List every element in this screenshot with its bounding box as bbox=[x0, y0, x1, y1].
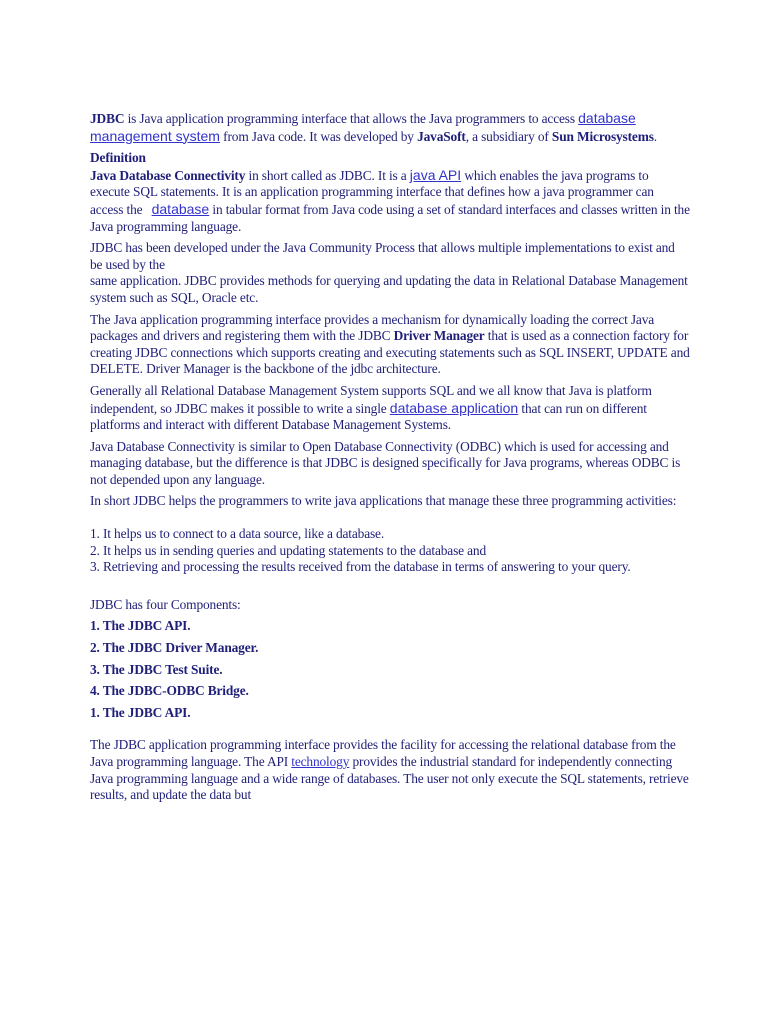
heading-text: Definition bbox=[90, 150, 146, 166]
link-database-application[interactable]: database application bbox=[389, 399, 519, 416]
activities-list bbox=[90, 526, 690, 576]
bold-term: JDBC bbox=[90, 111, 125, 126]
component-label: 1. The JDBC API. bbox=[90, 618, 191, 634]
text-run: JDBC has been developed under the Java Community Process that allows multiple implementations to exist and be used by the bbox=[90, 240, 675, 272]
intro-paragraph bbox=[90, 110, 690, 145]
text-run: that can run on different platforms and interact with different Database Management Systems. bbox=[90, 400, 647, 433]
text-run: The Java application programming interface provides a mechanism for dynamically loading the correct Java packages and drivers and registering them with the JDBC bbox=[90, 311, 655, 344]
list-item bbox=[90, 662, 690, 679]
bold-term: JavaSoft bbox=[417, 128, 466, 144]
section-heading bbox=[90, 705, 690, 722]
list-item bbox=[90, 640, 690, 657]
text-run: is Java application programming interface that allows the Java programmers to access bbox=[124, 111, 579, 126]
jcp-paragraph bbox=[90, 240, 690, 306]
list-item: 3. Retrieving and processing the results received from the database in terms of answering to your query. bbox=[90, 559, 631, 575]
odbc-paragraph: Java Database Connectivity is similar to Open Database Connectivity (ODBC) which is used for accessing and managing database, but the difference is that JDBC is designed specifically for Java programs, whereas ODBC is not depended upon any language. bbox=[90, 438, 681, 487]
bold-term: Driver Manager bbox=[393, 328, 485, 344]
jdbc-api-paragraph bbox=[90, 737, 690, 803]
link-technology[interactable]: technology bbox=[291, 754, 350, 769]
component-label: 2. The JDBC Driver Manager. bbox=[90, 640, 259, 656]
text-run: Generally all Relational Database Management System supports SQL and we all know that Java is platform independent, so JDBC makes it possible to write a single bbox=[90, 382, 652, 416]
bold-term: Sun Microsystems bbox=[551, 128, 654, 144]
text-run: from Java code. It was developed by bbox=[219, 128, 418, 144]
spacer bbox=[90, 510, 690, 526]
text-run: that is used as a connection factory for creating JDBC connections which supports creating and executing statements such as SQL INSERT, UPDATE and DELETE. Driver Manager is the backbone of the jdbc architecture. bbox=[90, 328, 690, 377]
driver-manager-paragraph bbox=[90, 312, 690, 378]
spacer bbox=[90, 721, 690, 737]
list-item bbox=[90, 618, 690, 635]
text-run: in short called as JDBC. It is a bbox=[245, 167, 410, 183]
list-item: 1. It helps us to connect to a data source, like a database. bbox=[90, 526, 385, 542]
definition-heading bbox=[90, 150, 690, 167]
text-run: , a subsidiary of bbox=[465, 128, 552, 144]
component-label: 3. The JDBC Test Suite. bbox=[90, 661, 223, 677]
platform-paragraph bbox=[90, 383, 690, 434]
component-label: 4. The JDBC-ODBC Bridge. bbox=[90, 683, 249, 699]
summary-paragraph: In short JDBC helps the programmers to write java applications that manage these three programming activities: bbox=[90, 493, 677, 509]
text-run: . bbox=[653, 128, 657, 144]
link-database[interactable]: database bbox=[151, 200, 210, 217]
components-list bbox=[90, 618, 690, 699]
text-run: in tabular format from Java code using a set of standard interfaces and classes written in the Java programming language. bbox=[90, 201, 690, 234]
text-run: The JDBC application programming interface provides the facility for accessing the relational database from the Java programming language. The API bbox=[90, 737, 676, 769]
spacer bbox=[90, 581, 690, 597]
link-database-management-system[interactable]: database management system bbox=[90, 110, 636, 144]
text-run: which enables the java programs to execute SQL statements. It is an application programming interface that defines how a java programmer can access the bbox=[90, 167, 654, 217]
definition-paragraph bbox=[90, 167, 690, 235]
list-item bbox=[90, 683, 690, 700]
list-item: 2. It helps us in sending queries and updating statements to the database and bbox=[90, 542, 487, 558]
components-intro: JDBC has four Components: bbox=[90, 596, 241, 612]
text-run: provides the industrial standard for independently connecting Java programming language and a wide range of databases. The user not only execute the SQL statements, retrieve results, and update the data but bbox=[90, 754, 689, 803]
document-body bbox=[90, 110, 690, 809]
link-java-api[interactable]: java API bbox=[409, 166, 462, 183]
text-run: same application. JDBC provides methods for querying and updating the data in Relational Database Management system such as SQL, Oracle etc. bbox=[90, 273, 688, 305]
bold-term: Java Database Connectivity bbox=[90, 167, 246, 183]
heading-text: 1. The JDBC API. bbox=[90, 704, 191, 720]
